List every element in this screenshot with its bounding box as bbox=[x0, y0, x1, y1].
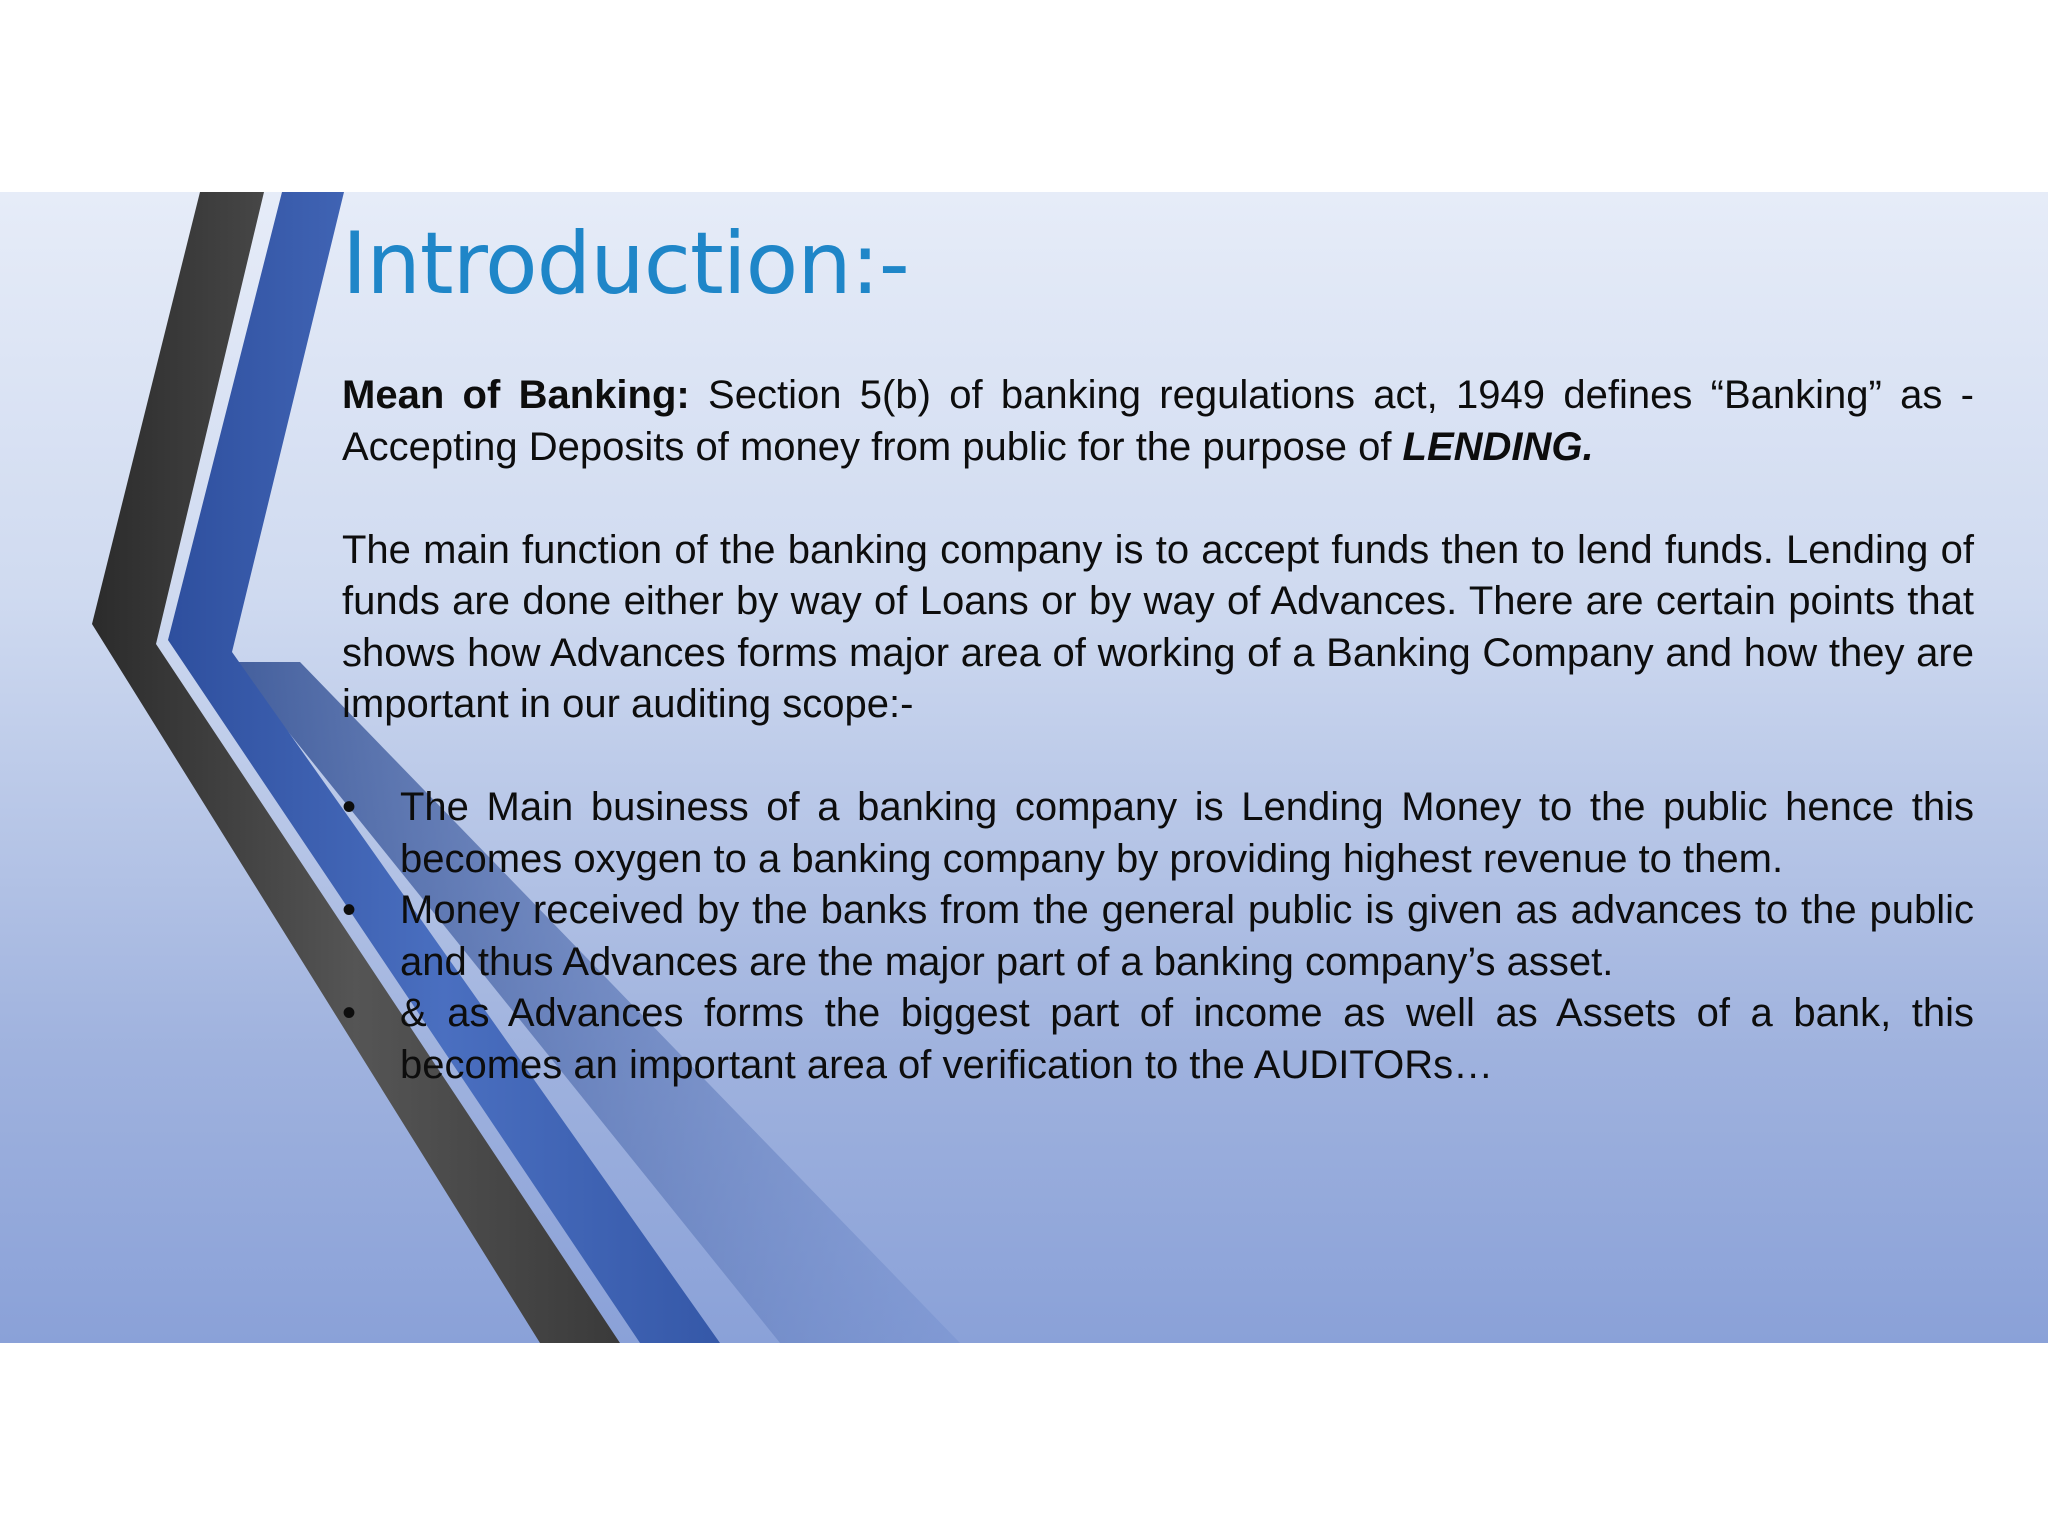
list-item bbox=[342, 782, 1974, 885]
list-item bbox=[342, 885, 1974, 988]
bullet-icon: • bbox=[342, 785, 357, 829]
slide bbox=[0, 192, 2048, 1343]
bullet-text: Money received by the banks from the general public is given as advances to the public and thus Advances are the major part of a banking company’s asset. bbox=[400, 888, 1974, 984]
bullet-text: The Main business of a banking company is Lending Money to the public hence this becomes oxygen to a banking company by providing highest revenue to them. bbox=[400, 785, 1974, 881]
list-item bbox=[342, 988, 1974, 1091]
bullet-text: & as Advances forms the biggest part of income as well as Assets of a bank, this becomes an important area of verification to the AUDITORs… bbox=[400, 991, 1974, 1087]
bullet-list bbox=[342, 782, 1974, 1091]
bullet-icon: • bbox=[342, 991, 357, 1035]
slide-title: Introduction:- bbox=[342, 214, 909, 314]
definition-paragraph bbox=[342, 370, 1974, 473]
function-paragraph: The main function of the banking company is to accept funds then to lend funds. Lending of funds are done either by way of Loans or by way of Advances. There are certain points that shows how Advances forms major area of working of a Banking Company and how they are important in our auditing scope:- bbox=[342, 527, 1974, 726]
slide-content bbox=[342, 370, 1974, 1091]
definition-text: Section 5(b) of banking regulations act, 1949 defines “Banking” as - Accepting Deposits of money from public for the purpose of bbox=[342, 373, 1975, 469]
definition-emphasis: LENDING. bbox=[1402, 424, 1594, 469]
definition-lead: Mean of Banking: bbox=[342, 373, 690, 417]
bullet-icon: • bbox=[342, 888, 357, 932]
